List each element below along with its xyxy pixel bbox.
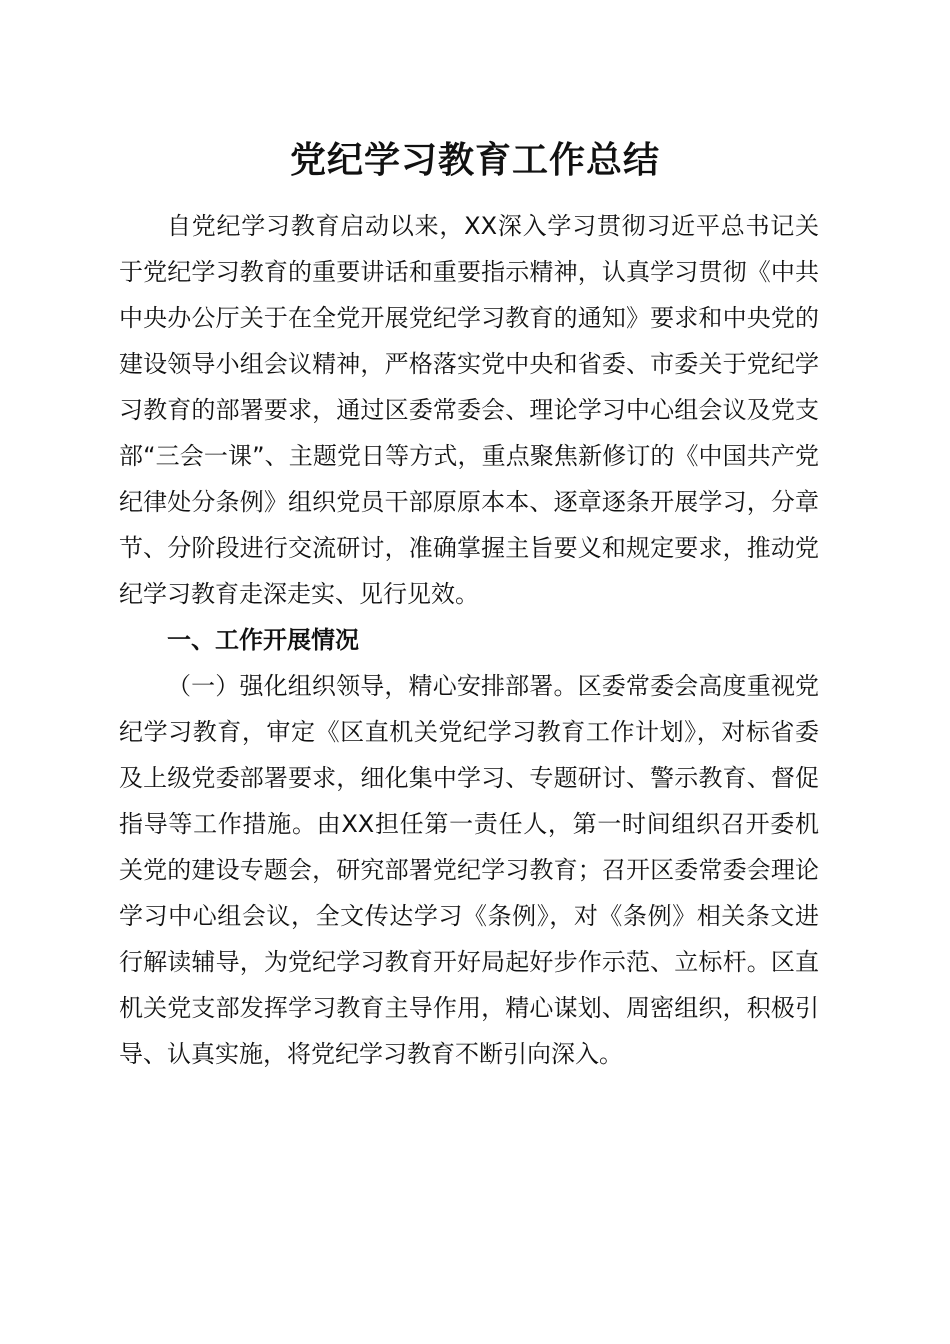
document-title: 党纪学习教育工作总结 <box>289 139 660 181</box>
paragraph-intro: 自党纪学习教育启动以来，XX深入学习贯彻习近平总书记关于党纪学习教育的重要讲话和重要指示精神，认真学习贯彻《中共中央办公厅关于在全党开展党纪学习教育的通知》要求和中央党的建设领导小组会议精神，严格落实党中央和省委、市委关于党纪学习教育的部署要求，通过区委常委会、理论学习中心组会议及党支部“三会一课”、主题党日等方式，重点聚焦新修订的《中国共产党纪律处分条例》组织党员干部原原本本、逐章逐条开展学习，分章节、分阶段进行交流研讨，准确掌握主旨要义和规定要求，推动党纪学习教育走深走实、见行见效。 <box>119 212 819 608</box>
document-body <box>119 203 819 1077</box>
section-heading-1: 一、工作开展情况 <box>167 626 359 654</box>
paragraph-section-1: （一）强化组织领导，精心安排部署。区委常委会高度重视党纪学习教育，审定《区直机关党纪学习教育工作计划》，对标省委及上级党委部署要求，细化集中学习、专题研讨、警示教育、督促指导等工作措施。由XX担任第一责任人，第一时间组织召开委机关党的建设专题会，研究部署党纪学习教育；召开区委常委会理论学习中心组会议，全文传达学习《条例》，对《条例》相关条文进行解读辅导，为党纪学习教育开好局起好步作示范、立标杆。区直机关党支部发挥学习教育主导作用，精心谋划、周密组织，积极引导、认真实施，将党纪学习教育不断引向深入。 <box>119 672 819 1068</box>
